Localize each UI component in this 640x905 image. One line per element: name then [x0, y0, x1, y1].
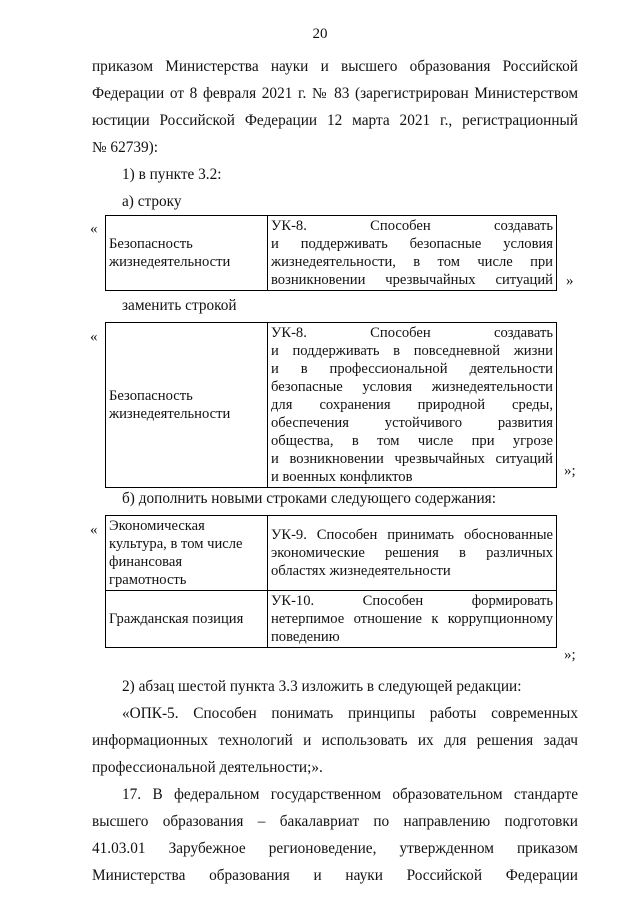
item-17-line-1: 17. В федеральном государственном образовательном стандарте [122, 786, 578, 803]
close-quote-3: »; [564, 647, 576, 663]
cell-line: жизнедеятельности [109, 254, 231, 270]
intro-line-3: юстиции Российской Федерации 12 марта 2021 г., регистрационный [92, 112, 578, 129]
cell-line: жизнедеятельности, в том числе при [271, 254, 553, 270]
table-row [106, 323, 557, 488]
intro-line-2: Федерации от 8 февраля 2021 г. № 83 (зарегистрирован Министерством [92, 85, 578, 102]
item-2: 2) абзац шестой пункта 3.3 изложить в следующей редакции: [122, 678, 522, 695]
cell-line: жизнедеятельности [109, 406, 231, 422]
table-new-rows [105, 515, 557, 648]
competence-desc-cell [268, 323, 557, 488]
item-b: б) дополнить новыми строками следующего содержания: [122, 490, 496, 507]
competence-desc-cell [268, 516, 557, 591]
table-row [106, 591, 557, 648]
intro-line-1: приказом Министерства науки и высшего образования Российской [92, 58, 578, 75]
intro-line-4: № 62739): [92, 139, 159, 156]
opk-line-1: «ОПК-5. Способен понимать принципы работы современных [122, 705, 578, 722]
opk-line-2: информационных технологий и использовать их для решения задач [92, 732, 578, 749]
cell-line: и поддерживать в повседневной жизни [271, 343, 553, 359]
table-row [106, 516, 557, 591]
table-row [106, 216, 557, 291]
item-1: 1) в пункте 3.2: [122, 166, 222, 183]
open-quote-1: « [90, 221, 98, 237]
competence-desc-cell [268, 591, 557, 648]
cell-line: Безопасность [109, 388, 193, 404]
competence-name-cell [106, 591, 268, 648]
cell-line: безопасные условия жизнедеятельности [271, 379, 553, 395]
cell-line: УК-8. Способен создавать [271, 325, 553, 341]
cell-line: общества, в том числе при угрозе [271, 433, 553, 449]
cell-line: УК-8. Способен создавать [271, 218, 553, 234]
cell-line: обеспечения устойчивого развития [271, 415, 553, 431]
replace-label: заменить строкой [122, 297, 237, 314]
competence-name-cell [106, 516, 268, 591]
close-quote-1: » [566, 273, 574, 289]
cell-line: и поддерживать безопасные условия [271, 236, 553, 252]
item-17-line-2: высшего образования – бакалавриат по направлению подготовки [92, 813, 578, 830]
competence-desc-cell [268, 216, 557, 291]
cell-line: областях жизнедеятельности [271, 563, 451, 579]
item-a: а) строку [122, 193, 182, 210]
table-replacement-row [105, 322, 557, 488]
cell-line: Экономическая [109, 518, 205, 534]
cell-line: экономические решения в различных [271, 545, 553, 561]
open-quote-3: « [90, 522, 98, 538]
cell-line: поведению [271, 629, 340, 645]
cell-line: финансовая [109, 554, 183, 570]
cell-line: Безопасность [109, 236, 193, 252]
cell-line: и в профессиональной деятельности [271, 361, 553, 377]
table-original-row [105, 215, 557, 291]
cell-line: нетерпимое отношение к коррупционному [271, 611, 553, 627]
cell-line: возникновении чрезвычайных ситуаций [271, 272, 553, 288]
competence-name-cell [106, 323, 268, 488]
opk-line-3: профессиональной деятельности;». [92, 759, 323, 776]
cell-line: грамотность [109, 572, 187, 588]
cell-line: УК-10. Способен формировать [271, 593, 553, 609]
cell-line: Гражданская позиция [109, 611, 244, 627]
close-quote-2: »; [564, 463, 576, 479]
cell-line: культура, в том числе [109, 536, 243, 552]
cell-line: и возникновении чрезвычайных ситуаций [271, 451, 553, 467]
competence-name-cell [106, 216, 268, 291]
cell-line: УК-9. Способен принимать обоснованные [271, 527, 553, 543]
open-quote-2: « [90, 329, 98, 345]
cell-line: и военных конфликтов [271, 469, 413, 485]
page-number: 20 [312, 26, 328, 42]
item-17-line-3: 41.03.01 Зарубежное регионоведение, утвержденном приказом [92, 840, 578, 857]
cell-line: для сохранения природной среды, [271, 397, 553, 413]
item-17-line-4: Министерства образования и науки Российской Федерации [92, 867, 578, 884]
